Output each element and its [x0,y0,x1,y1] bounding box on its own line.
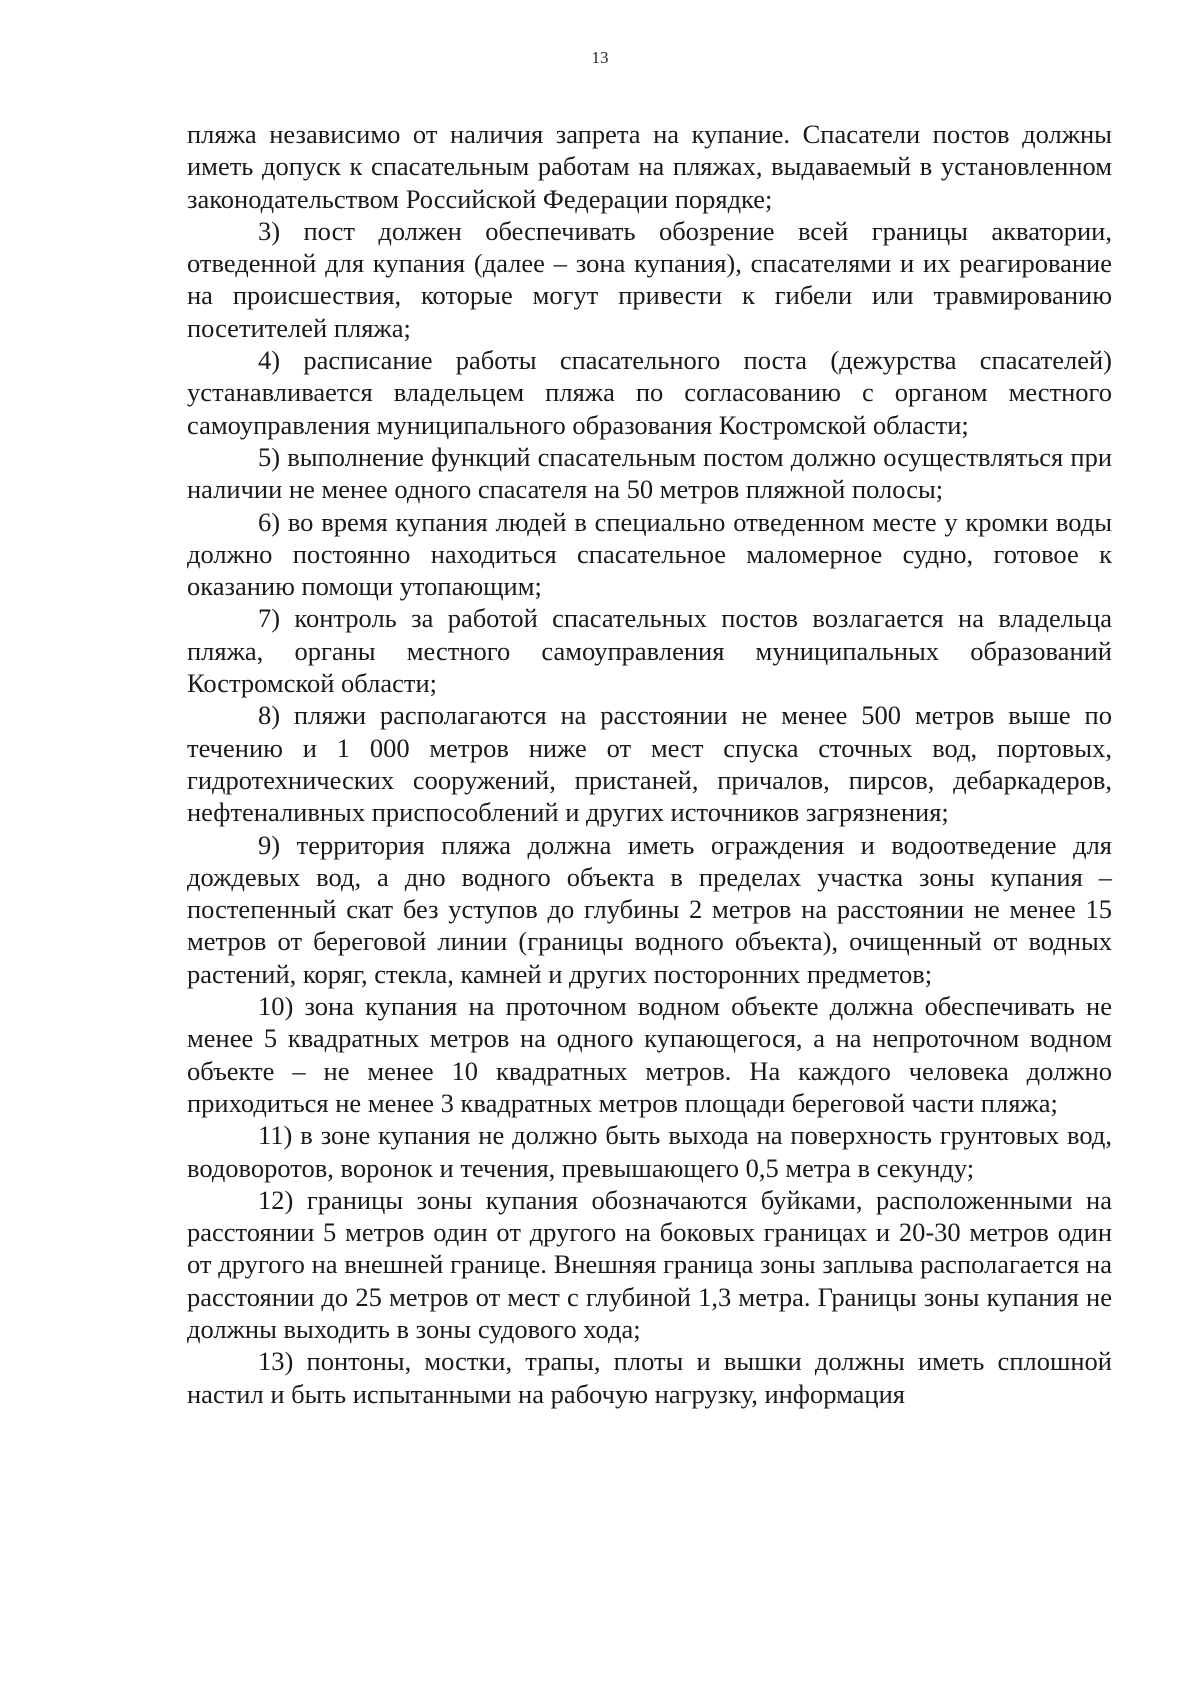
page-number: 13 [591,48,609,67]
paragraph-item-7: 7) контроль за работой спасательных постов возлагается на владельца пляжа, органы местного самоуправления муниципальных образований Костромской области; [187,603,1112,699]
paragraph-continuation: пляжа независимо от наличия запрета на купание. Спасатели постов должны иметь допуск к спасательным работам на пляжах, выдаваемый в установленном законодательством Российской Федерации порядке; [187,119,1112,214]
paragraph-item-3: 3) пост должен обеспечивать обозрение всей границы акватории, отведенной для купания (далее – зона купания), спасателями и их реагирование на происшествия, которые могут привести к гибели или травмированию посетителей пляжа; [187,215,1112,343]
paragraph-item-11: 11) в зоне купания не должно быть выхода на поверхность грунтовых вод, водоворотов, воронок и течения, превышающего 0,5 метра в секунду; [187,1120,1112,1183]
paragraph-item-12: 12) границы зоны купания обозначаются буйками, расположенными на расстоянии 5 метров один от другого на боковых границах и 20-30 метров один от другого на внешней границе. Внешняя граница зоны заплыва располагается на расстоянии до 25 метров от мест с глубиной 1,3 метра. Границы зоны купания не должны выходить в зоны судового хода; [187,1184,1112,1344]
document-body [187,118,1112,1410]
paragraph-item-4: 4) расписание работы спасательного поста (дежурства спасателей) устанавливается владельцем пляжа по согласованию с органом местного самоуправления муниципального образования Костромской области; [187,345,1112,440]
paragraph-item-13: 13) понтоны, мостки, трапы, плоты и вышки должны иметь сплошной настил и быть испытанными на рабочую нагрузку, информация [187,1346,1112,1409]
paragraph-item-10: 10) зона купания на проточном водном объекте должна обеспечивать не менее 5 квадратных метров на одного купающегося, а на непроточном водном объекте – не менее 10 квадратных метров. На каждого человека должно приходиться не менее 3 квадратных метров площади береговой части пляжа; [187,991,1112,1118]
paragraph-item-6: 6) во время купания людей в специально отведенном месте у кромки воды должно постоянно находиться спасательное маломерное судно, готовое к оказанию помощи утопающим; [187,506,1112,602]
paragraph-item-9: 9) территория пляжа должна иметь ограждения и водоотведение для дождевых вод, а дно водного объекта в пределах участка зоны купания – постепенный скат без уступов до глубины 2 метров на расстоянии не менее 15 метров от береговой линии (границы водного объекта), очищенный от водных растений, коряг, стекла, камней и других посторонних предметов; [187,829,1112,989]
paragraph-item-8: 8) пляжи располагаются на расстоянии не менее 500 метров выше по течению и 1 000 метров ниже от мест спуска сточных вод, портовых, гидротехнических сооружений, пристаней, причалов, пирсов, дебаркадеров, нефтеналивных приспособлений и других источников загрязнения; [187,700,1112,828]
paragraph-item-5: 5) выполнение функций спасательным постом должно осуществляться при наличии не менее одного спасателя на 50 метров пляжной полосы; [187,441,1112,505]
